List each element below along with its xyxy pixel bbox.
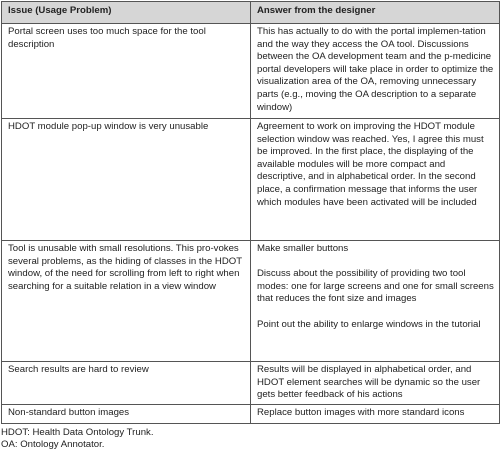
- usage-problems-table: [1, 1, 500, 424]
- answer-paragraph: Make smaller buttons: [257, 243, 349, 254]
- answer-cell: [251, 405, 500, 424]
- issue-cell: HDOT module pop-up window is very unusable: [2, 119, 251, 241]
- table-row: [2, 119, 500, 241]
- answer-cell: [251, 119, 500, 241]
- table-header-row: [2, 2, 500, 24]
- answer-paragraph: Replace button images with more standard icons: [257, 407, 465, 418]
- footnote-hdot: HDOT: Health Data Ontology Trunk.: [1, 427, 154, 438]
- issue-cell: Portal screen uses too much space for the tool description: [2, 24, 251, 119]
- table-row: [2, 241, 500, 362]
- answer-paragraph: Discuss about the possibility of providing two tool modes: one for large screens and one for small screens that reduces the font size and images: [257, 268, 494, 305]
- answer-cell: [251, 362, 500, 405]
- answer-cell: [251, 24, 500, 119]
- answer-paragraph: This has actually to do with the portal implemen-tation and the way they access the OA tool. Discussions between the OA development team and the p-medicine portal developers will take place in order to optimize the visualization area of the OA, removing unnecessary parts (e.g., moving the OA description to a separate window): [257, 26, 494, 113]
- table-row: [2, 362, 500, 405]
- issue-cell: Tool is unusable with small resolutions. This pro-vokes several problems, as the hiding of classes in the HDOT window, of the need for scrolling from left to right when searching for a suitable relation in a view window: [2, 241, 251, 362]
- header-issue: Issue (Usage Problem): [2, 2, 251, 24]
- footnote-oa: OA: Ontology Annotator.: [1, 439, 105, 451]
- answer-paragraph: Results will be displayed in alphabetical order, and HDOT element searches will be dynamic so the user gets better feedback of his actions: [257, 364, 481, 401]
- document: [1, 1, 499, 451]
- header-answer: Answer from the designer: [251, 2, 500, 24]
- table-footnotes: [1, 427, 499, 451]
- table-row: [2, 24, 500, 119]
- answer-paragraph: Point out the ability to enlarge windows in the tutorial: [257, 318, 481, 330]
- answer-paragraph: Agreement to work on improving the HDOT module selection window was reached. Yes, I agree this must be improved. In the first place, the displaying of the available modules will be more compact and descriptive, and in alphabetical order. In the second place, a confirmation message that informs the user which modules have been activated will be included: [257, 121, 484, 208]
- answer-cell: [251, 241, 500, 362]
- issue-cell: Search results are hard to review: [2, 362, 251, 405]
- issue-cell: Non-standard button images: [2, 405, 251, 424]
- table-row: [2, 405, 500, 424]
